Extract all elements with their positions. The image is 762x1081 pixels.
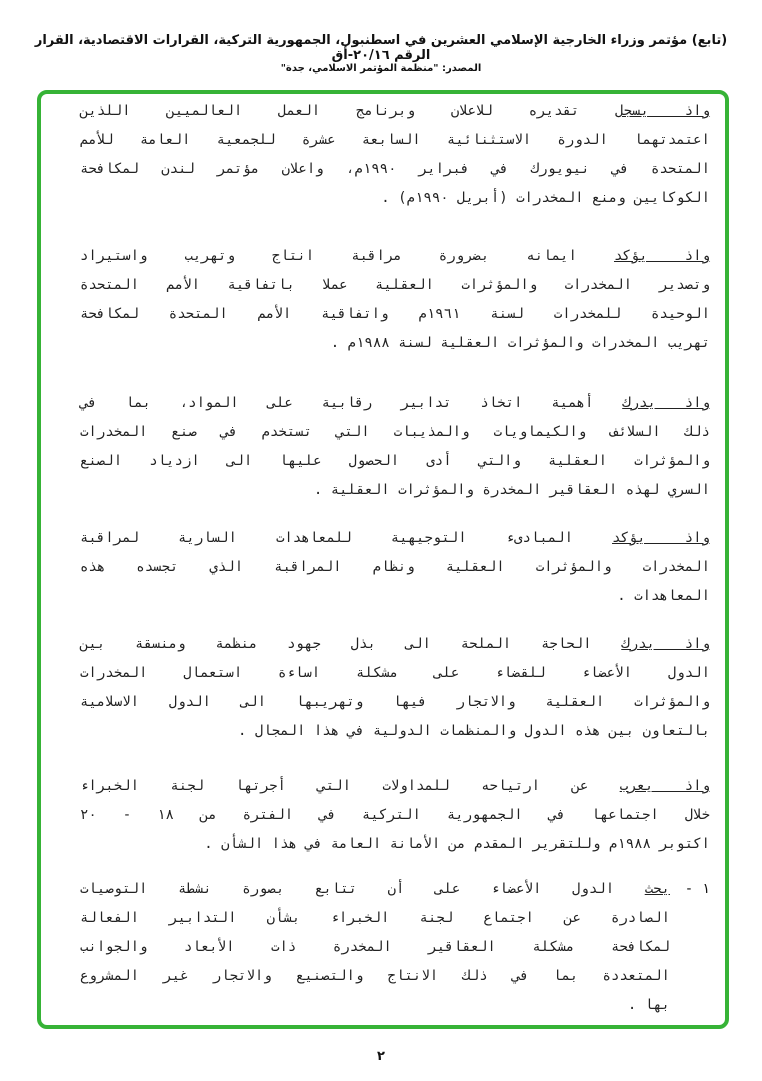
paragraph-4 — [80, 524, 710, 611]
paragraph-lead: واذ يدرك — [621, 636, 710, 652]
document-title: (تابع) مؤتمر وزراء الخارجية الإسلامي العشرين في اسطنبول، الجمهورية التركية، القرارات الاقتصادية، القرار الرقم ٢٠/١٦-أق — [34, 33, 728, 63]
paragraph-line: الوحيدة للمخدرات لسنة ١٩٦١م واتفاقية الأمم المتحدة لمكافحة — [80, 306, 710, 322]
paragraph-line: والمؤثرات العقلية والتي أدى الحصول عليها الى ازدياد الصنع — [80, 453, 710, 469]
paragraph-2 — [80, 242, 710, 358]
paragraph-1 — [80, 97, 710, 213]
paragraph-line: اكتوبر ١٩٨٨م وللتقرير المقدم من الأمانة العامة في هذا الشأن . — [204, 836, 710, 852]
page-number: ٢ — [377, 1049, 385, 1064]
item-number: ١ - — [684, 881, 710, 897]
paragraph-3 — [80, 389, 710, 505]
paragraph-line: أهمية اتخاذ تدابير رقابية على المواد، بما في — [80, 395, 594, 411]
paragraph-line: تقديره للاعلان وبرنامج العمل العالميين اللذين — [80, 103, 580, 119]
paragraph-lead: واذ يدرك — [622, 395, 710, 411]
paragraph-line: خلال اجتماعها في الجمهورية التركية في الفترة من ١٨ - ٢٠ — [80, 807, 710, 823]
paragraph-line: السري لهذه العقاقير المخدرة والمؤثرات العقلية . — [313, 482, 710, 498]
paragraph-lead: واذ يؤكد — [613, 248, 711, 264]
item-line: المتعددة بما في ذلك الانتاج والتصنيع والاتجار غير المشروع — [80, 968, 670, 984]
paragraph-line: المتحدة في نيويورك في فبراير ١٩٩٠م، واعلان مؤتمر لندن لمكافحة — [80, 161, 711, 177]
paragraph-line: الحاجة الملحة الى بذل جهود منظمة ومنسقة بين — [80, 636, 592, 652]
paragraph-lead: واذ يعرب — [619, 778, 710, 794]
paragraph-line: اعتمدتهما الدورة الاستثنائية السابعة عشرة للجمعية العامة للأمم — [80, 132, 710, 148]
paragraph-line: بالتعاون بين هذه الدول والمنظمات الدولية في هذا المجال . — [237, 723, 710, 739]
paragraph-line: ذلك السلائف والكيماويات والمذيبات التي تستخدم في صنع المخدرات — [80, 424, 710, 440]
paragraph-line: المخدرات والمؤثرات العقلية ونظام المراقبة الذي تجسده هذه — [80, 559, 710, 575]
item-line: بها . — [627, 997, 670, 1013]
paragraph-line: المعاهدات . — [617, 588, 710, 604]
operative-item-1 — [80, 875, 710, 1020]
paragraph-5 — [80, 630, 710, 746]
paragraph-lead: واذ يسجل — [615, 103, 711, 119]
item-line: الصادرة عن اجتماع لجنة الخبراء بشأن التدابير الفعالة — [80, 910, 670, 926]
paragraph-line: وتصدير المخدرات والمؤثرات العقلية عملا باتفاقية الأمم المتحدة — [80, 277, 710, 293]
paragraph-6 — [80, 772, 710, 859]
paragraph-lead: واذ يؤكد — [612, 530, 710, 546]
paragraph-line: المبادىء التوجيهية للمعاهدات السارية لمراقبة — [80, 530, 574, 546]
paragraph-line: عن ارتياحه للمداولات التي أجرتها لجنة الخبراء — [80, 778, 589, 794]
paragraph-line: والمؤثرات العقلية والاتجار فيها وتهريبها الى الدول الاسلامية — [80, 694, 710, 710]
paragraph-line: ايمانه بضرورة مراقبة انتاج وتهريب واستيراد — [80, 248, 577, 264]
paragraph-line: الدول الأعضاء للقضاء على مشكلة اساءة استعمال المخدرات — [80, 665, 710, 681]
item-lead: يحث — [644, 881, 670, 897]
document-source: المصدر: "منظمة المؤتمر الاسلامي، جدة" — [280, 63, 482, 74]
paragraph-line: تهريب المخدرات والمؤثرات العقلية لسنة ١٩٨٨م . — [330, 335, 710, 351]
item-line: لمكافحة مشكلة العقاقير المخدرة ذات الأبعاد والجوانب — [80, 939, 670, 955]
item-line: الدول الأعضاء على أن تتابع بصورة نشطة التوصيات — [80, 881, 615, 897]
paragraph-line: الكوكايين ومنع المخدرات (أبريل ١٩٩٠م) . — [381, 190, 710, 206]
